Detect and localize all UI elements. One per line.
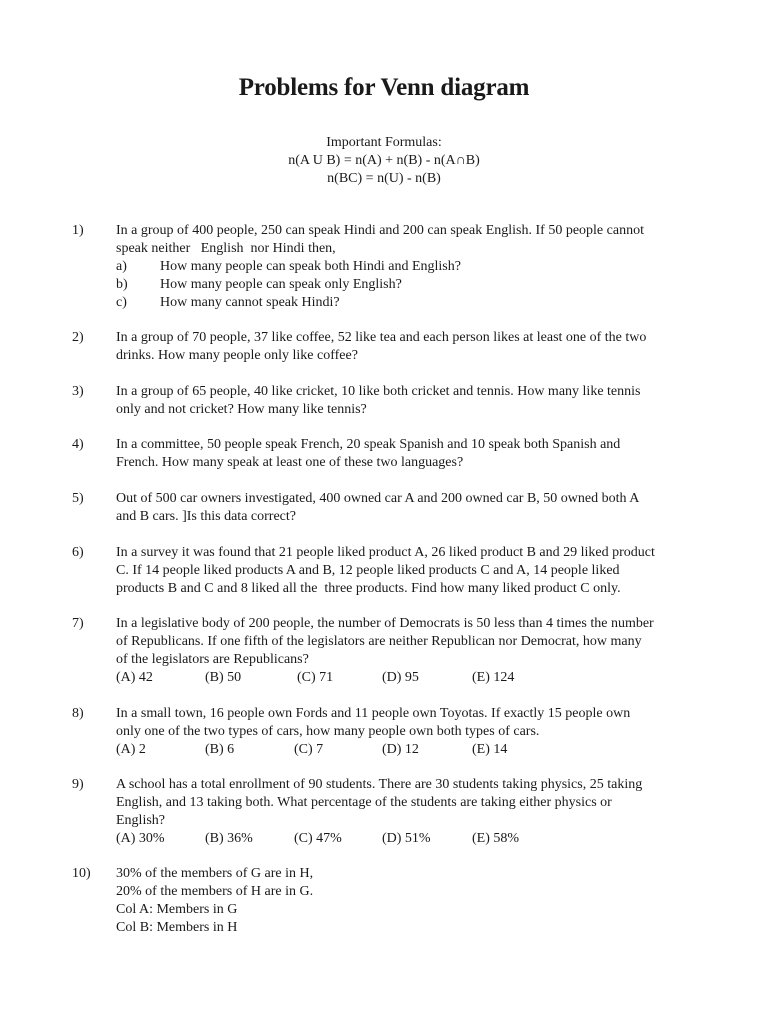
question-6: [72, 544, 712, 598]
question-4: [72, 436, 712, 472]
answer-option: (A) 42: [116, 670, 153, 685]
question-number: 7): [72, 616, 84, 631]
question-text: products B and C and 8 liked all the three products. Find how many liked product C only.: [116, 581, 621, 596]
sub-question-letter: c): [116, 295, 127, 310]
question-text: only one of the two types of cars, how many people own both types of cars.: [116, 724, 540, 739]
formula-line: n(A U B) = n(A) + n(B) - n(A∩B): [288, 153, 480, 168]
question-text: C. If 14 people liked products A and B, 12 people liked products C and A, 14 people liked: [116, 563, 620, 578]
answer-option: (D) 95: [382, 670, 419, 685]
question-text: In a group of 400 people, 250 can speak Hindi and 200 can speak English. If 50 people cannot: [116, 223, 644, 238]
question-text: 30% of the members of G are in H,: [116, 866, 314, 881]
question-10: [72, 865, 712, 937]
answer-option: (B) 6: [205, 742, 235, 757]
answer-option: (D) 12: [382, 742, 419, 757]
question-text: Col A: Members in G: [116, 902, 238, 917]
question-text: French. How many speak at least one of these two languages?: [116, 455, 464, 470]
question-number: 10): [72, 866, 91, 881]
question-text: In a legislative body of 200 people, the number of Democrats is 50 less than 4 times the number: [116, 616, 654, 631]
question-text: In a survey it was found that 21 people liked product A, 26 liked product B and 29 liked product: [116, 545, 655, 560]
question-text: In a small town, 16 people own Fords and 11 people own Toyotas. If exactly 15 people own: [116, 706, 631, 721]
answer-options: [116, 669, 712, 687]
question-text: English?: [116, 813, 165, 828]
formulas-heading: Important Formulas:: [326, 135, 442, 150]
answer-option: (C) 71: [297, 670, 334, 685]
answer-option: (B) 50: [205, 670, 242, 685]
answer-option: (C) 7: [294, 742, 324, 757]
sub-question: [116, 276, 712, 294]
answer-option: (D) 51%: [382, 831, 431, 846]
question-text: speak neither English nor Hindi then,: [116, 241, 336, 256]
question-5: [72, 490, 712, 526]
answer-option: (E) 14: [472, 742, 508, 757]
question-text: of the legislators are Republicans?: [116, 652, 309, 667]
question-9: [72, 776, 712, 848]
question-number: 4): [72, 437, 84, 452]
formulas-block: [0, 134, 768, 188]
question-2: [72, 329, 712, 365]
sub-question-text: How many people can speak only English?: [160, 277, 402, 292]
question-number: 3): [72, 384, 84, 399]
question-number: 9): [72, 777, 84, 792]
question-text: and B cars. ]Is this data correct?: [116, 509, 296, 524]
question-text: In a group of 65 people, 40 like cricket, 10 like both cricket and tennis. How many like tennis: [116, 384, 641, 399]
question-1: [72, 222, 712, 312]
question-text: only and not cricket? How many like tennis?: [116, 402, 367, 417]
question-text: drinks. How many people only like coffee?: [116, 348, 358, 363]
page-title: Problems for Venn diagram: [238, 74, 530, 101]
question-number: 5): [72, 491, 84, 506]
question-text: In a group of 70 people, 37 like coffee, 52 like tea and each person likes at least one of the two: [116, 330, 647, 345]
question-text: of Republicans. If one fifth of the legislators are neither Republican nor Democrat, how many: [116, 634, 642, 649]
sub-question: [116, 294, 712, 312]
question-7: [72, 615, 712, 687]
answer-option: (E) 58%: [472, 831, 520, 846]
question-text: A school has a total enrollment of 90 students. There are 30 students taking physics, 25 taking: [116, 777, 643, 792]
sub-question-letter: b): [116, 277, 128, 292]
answer-option: (A) 2: [116, 742, 146, 757]
sub-question-text: How many cannot speak Hindi?: [160, 295, 340, 310]
answer-options: [116, 830, 712, 848]
question-number: 1): [72, 223, 84, 238]
question-number: 6): [72, 545, 84, 560]
question-8: [72, 705, 712, 759]
sub-question-text: How many people can speak both Hindi and English?: [160, 259, 461, 274]
answer-option: (C) 47%: [294, 831, 342, 846]
question-number: 8): [72, 706, 84, 721]
question-text: Out of 500 car owners investigated, 400 owned car A and 200 owned car B, 50 owned both A: [116, 491, 640, 506]
formula-line: n(BC) = n(U) - n(B): [327, 171, 441, 186]
question-text: English, and 13 taking both. What percentage of the students are taking either physics or: [116, 795, 612, 810]
question-text: Col B: Members in H: [116, 920, 238, 935]
answer-option: (E) 124: [472, 670, 515, 685]
question-text: In a committee, 50 people speak French, 20 speak Spanish and 10 speak both Spanish and: [116, 437, 621, 452]
answer-option: (A) 30%: [116, 831, 165, 846]
question-3: [72, 383, 712, 419]
question-text: 20% of the members of H are in G.: [116, 884, 314, 899]
sub-question-letter: a): [116, 259, 127, 274]
sub-question: [116, 258, 712, 276]
answer-options: [116, 741, 712, 759]
question-number: 2): [72, 330, 84, 345]
answer-option: (B) 36%: [205, 831, 253, 846]
